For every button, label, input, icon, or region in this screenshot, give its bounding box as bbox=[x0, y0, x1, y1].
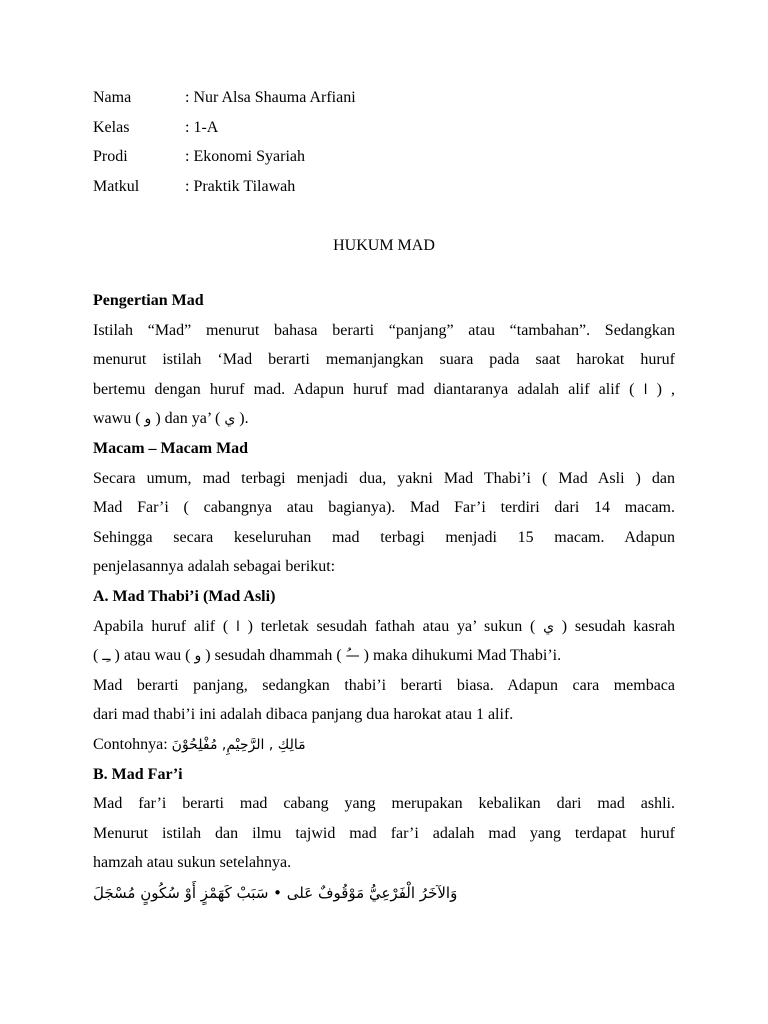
text-run: ). bbox=[239, 410, 249, 428]
info-value: : Nur Alsa Shauma Arfiani bbox=[185, 89, 356, 106]
text-run: Apabila huruf alif ( bbox=[93, 617, 229, 635]
arabic-mark: ـِـ bbox=[102, 648, 111, 665]
paragraph-line bbox=[93, 615, 675, 645]
text-run: ) sesudah dhammah ( bbox=[205, 647, 342, 665]
section-heading-macam: Macam – Macam Mad bbox=[93, 439, 249, 457]
text-run: ) sesudah kasrah bbox=[561, 617, 676, 635]
paragraph-line: Istilah “Mad” menurut bahasa berarti “panjang” atau “tambahan”. Sedangkan bbox=[93, 321, 675, 339]
text-run: bertemu dengan huruf mad. Adapun huruf mad diantaranya adalah alif alif ( bbox=[93, 380, 635, 398]
arabic-letter: ي bbox=[543, 618, 555, 635]
student-info bbox=[93, 86, 356, 204]
text-run: ) atau wau ( bbox=[114, 647, 191, 665]
paragraph-line bbox=[93, 378, 675, 408]
info-label: Kelas bbox=[93, 118, 130, 136]
arabic-letter: و bbox=[194, 648, 202, 665]
paragraph-line: Menurut istilah dan ilmu tajwid mad far’i adalah mad yang terdapat huruf bbox=[93, 824, 675, 842]
paragraph-line bbox=[93, 644, 675, 674]
paragraph-line: dari mad thabi’i ini adalah dibaca panjang dua harokat atau 1 alif. bbox=[93, 706, 514, 724]
arabic-mark: —ُ bbox=[345, 648, 360, 665]
text-run: wawu ( bbox=[93, 410, 141, 428]
info-row-kelas bbox=[93, 116, 356, 146]
text-run: ) , bbox=[656, 380, 676, 398]
text-run: ) dan ya’ ( bbox=[155, 410, 221, 428]
info-value: : Praktik Tilawah bbox=[185, 177, 296, 195]
info-row-prodi bbox=[93, 145, 356, 175]
section-heading-thabii: A. Mad Thabi’i (Mad Asli) bbox=[93, 587, 276, 605]
page-title: HUKUM MAD bbox=[333, 237, 435, 254]
info-label: Prodi bbox=[93, 148, 128, 165]
paragraph-line bbox=[93, 407, 675, 437]
section-heading-pengertian: Pengertian Mad bbox=[93, 292, 204, 309]
info-row-matkul bbox=[93, 175, 356, 205]
arabic-letter: ي bbox=[224, 411, 236, 428]
paragraph-line: Secara umum, mad terbagi menjadi dua, yakni Mad Thabi’i ( Mad Asli ) dan bbox=[93, 469, 675, 487]
example-label: Contohnya: bbox=[93, 735, 168, 753]
arabic-verse-line bbox=[93, 881, 675, 911]
text-run: ) maka dihukumi Mad Thabi’i. bbox=[363, 647, 562, 665]
paragraph-line: Sehingga secara keseluruhan mad terbagi menjadi 15 macam. Adapun bbox=[93, 528, 675, 546]
section-heading-fari: B. Mad Far’i bbox=[93, 765, 183, 783]
info-label: Matkul bbox=[93, 177, 140, 195]
info-label: Nama bbox=[93, 89, 132, 106]
text-run: ( bbox=[93, 647, 99, 665]
arabic-example: مَالِكِ , الرَّحِيْمِ, مُفْلِحُوْنَ bbox=[171, 736, 306, 753]
info-value: : 1-A bbox=[185, 118, 219, 136]
paragraph-line: hamzah atau sukun setelahnya. bbox=[93, 854, 292, 872]
arabic-letter: و bbox=[144, 411, 152, 428]
arabic-letter: ا bbox=[643, 381, 648, 398]
document-body bbox=[93, 289, 675, 910]
arabic-letter: ا bbox=[235, 618, 240, 635]
paragraph-line: menurut istilah ‘Mad berarti memanjangkan suara pada saat harokat huruf bbox=[93, 351, 675, 369]
paragraph-line: penjelasannya adalah sebagai berikut: bbox=[93, 558, 336, 576]
info-row-nama bbox=[93, 86, 356, 116]
paragraph-line: Mad berarti panjang, sedangkan thabi’i berarti biasa. Adapun cara membaca bbox=[93, 676, 675, 694]
paragraph-line: Mad far’i berarti mad cabang yang merupakan kebalikan dari mad ashli. bbox=[93, 795, 675, 813]
info-value: : Ekonomi Syariah bbox=[185, 148, 305, 165]
example-line bbox=[93, 733, 675, 763]
text-run: ) terletak sesudah fathah atau ya’ sukun ( bbox=[247, 617, 536, 635]
paragraph-line: Mad Far’i ( cabangnya atau bagianya). Mad Far’i terdiri dari 14 macam. bbox=[93, 499, 675, 517]
arabic-verse: وَالآخَرُ الْفَرْعِيُّ مَوْقُوفٌ عَلى • سَبَبْ كَهَمْزٍ أَوْ سُكُونٍ مُسْجَلَ bbox=[93, 883, 458, 902]
